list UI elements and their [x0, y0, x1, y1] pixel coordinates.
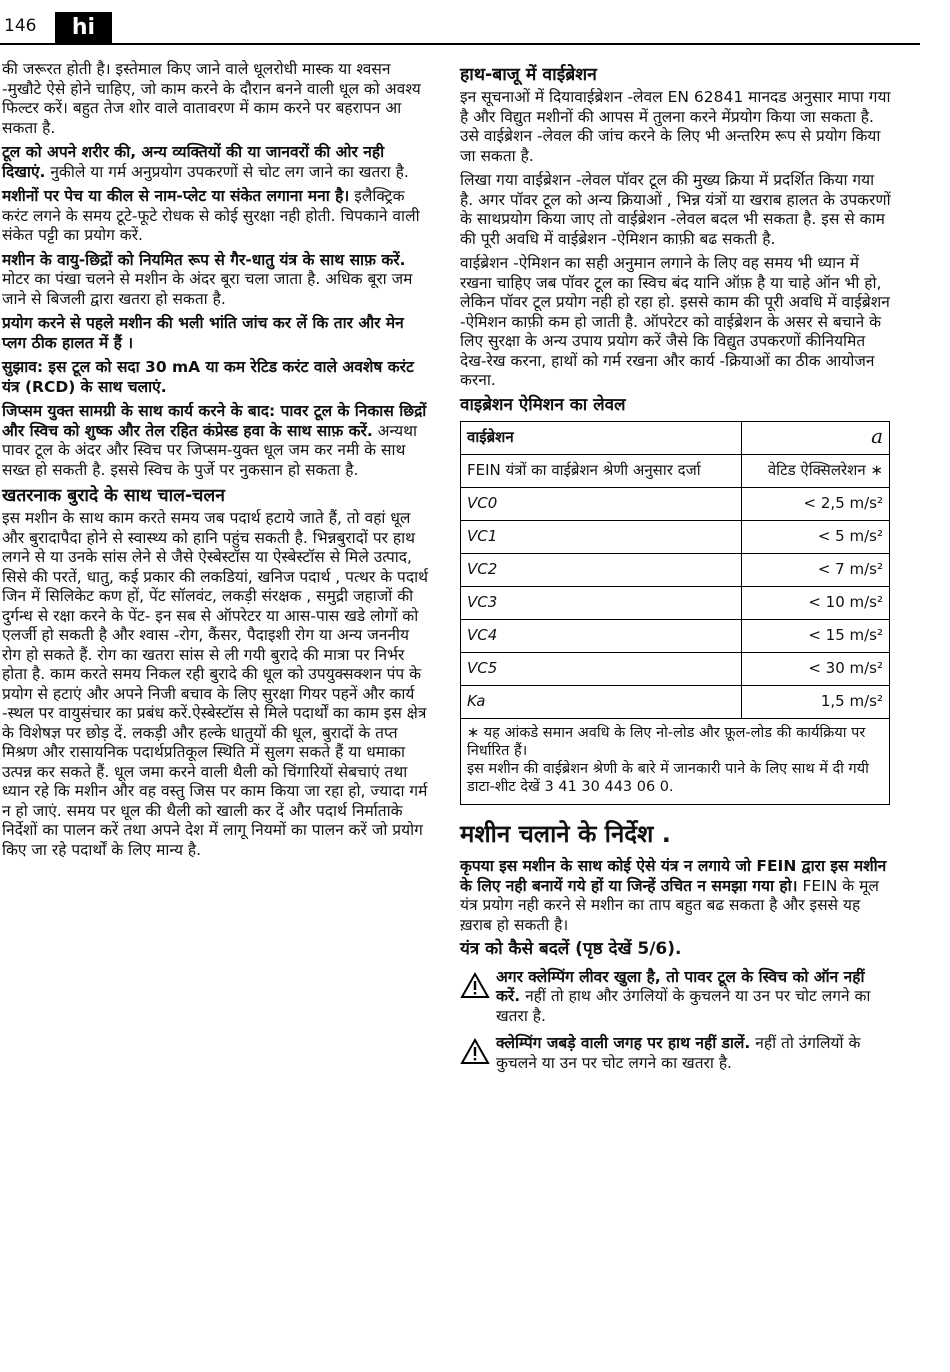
- operating-instructions-heading: मशीन चलाने के निर्देश .: [460, 820, 671, 848]
- header-rule: [0, 43, 920, 45]
- vibration-table: [460, 421, 890, 719]
- bold-lead: मशीन के वायु-छिद्रों को नियमित रूप से गैर-धातु यंत्र के साथ साफ़ करें.: [2, 250, 406, 269]
- paragraph-point-tool: [2, 143, 430, 182]
- table-cell: FEIN यंत्रों का वाईब्रेशन श्रेणी अनुसार दर्जा: [461, 455, 742, 488]
- paragraph-vibration-estimate: वाईब्रेशन -ऐमिशन का सही अनुमान लगाने के लिए वह समय भी ध्यान में रखना चाहिए जब पॉवर टूल का स्विच बंद यानि ऑफ़ है या चाहे ऑन भी हो, लेकिन पॉवर टूल प्रयोग नही हो रहा हो. इससे काम की पूरी अवधि में वाईब्रेशन -ऐमिशन काफ़ी कम हो जाती है. ऑपरेटर को वाईब्रेशन के असर से बचाने के लिए सुरक्षा के अन्य उपाय प्रयोग करें जैसे कि विद्युत उपकरणों कीनियमित देख-रेख करना, हाथों को गर्म रखना और कार्य -क्रियाओं का ठीक आयोजन करना.: [460, 254, 890, 389]
- right-column: [460, 60, 892, 1077]
- paragraph-text: इलैक्ट्रिक करंट लगने के समय टूटे-फूटे रोधक से कोई सुरक्षा नही होती. चिपकाने वाली संकेत पट्टी का प्रयोग करें.: [2, 187, 420, 244]
- language-badge: hi: [55, 12, 112, 43]
- table-cell: VC0: [461, 488, 742, 521]
- warning-clamping-lever: [460, 968, 892, 1027]
- bold-lead: मशीनों पर पेच या कील से नाम-प्लेट या संकेत लगाना मना है।: [2, 187, 350, 205]
- bold-lead: अगर क्लेम्पिंग लीवर खुला है, तो पावर टूल के स्विच को ऑन नहीं करें.: [496, 967, 865, 1005]
- paragraph-text: नुकीले या गर्म अनुप्रयोग उपकरणों से चोट लग जाने का खतरा है.: [45, 162, 409, 181]
- footnote-text: ∗ यह आंकडे समान अवधि के लिए नो-लोड और फ़ूल-लोड की कार्यक्रिया पर निर्धारित हैं।: [467, 725, 866, 759]
- paragraph-text: मोटर का पंखा चलने से मशीन के अंदर बूरा चला जाता है. अधिक बूरा जम जाने से बिजली द्वारा खतरा हो सकता है.: [2, 270, 413, 308]
- table-cell: < 7 m/s²: [742, 554, 890, 587]
- table-row: [461, 653, 890, 686]
- paragraph-gypsum: [2, 402, 430, 480]
- table-cell: VC4: [461, 620, 742, 653]
- table-cell: VC3: [461, 587, 742, 620]
- bold-lead: टूल को अपने शरीर की, अन्य व्यक्तियों की या जानवरों की ओर नही दिखाएं.: [2, 143, 385, 181]
- paragraph-rcd: [2, 358, 430, 397]
- table-cell: VC1: [461, 521, 742, 554]
- table-cell: 1,5 m/s²: [742, 686, 890, 719]
- acceleration-symbol: a: [871, 424, 883, 449]
- table-cell: Ka: [461, 686, 742, 719]
- table-header-cell: वाईब्रेशन: [461, 422, 742, 455]
- paragraph-text: FEIN के मूल यंत्र प्रयोग नही करने से मशीन का ताप बहुत बढ सकता है और इससे यह ख़राब हो सकती है।: [460, 876, 879, 934]
- paragraph-nameplate: [2, 187, 430, 246]
- dust-section-heading: खतरनाक बुरादे के साथ चाल-चलन: [2, 486, 225, 506]
- table-header-row: [461, 422, 890, 455]
- warning-triangle-icon: [460, 972, 496, 1005]
- table-row: [461, 554, 890, 587]
- emission-heading: वाइब्रेशन ऐमिशन का लेवल: [460, 394, 626, 415]
- bold-lead: कृपया इस मशीन के साथ कोई ऐसे यंत्र न लगाये जो FEIN द्वारा इस मशीन के लिए नही बनायें गये हों या जिन्हें उचित न समझा गया हो।: [460, 857, 887, 895]
- paragraph-text: अन्यथा पावर टूल के अंदर और स्विच पर जिप्सम-युक्त धूल जम कर नमी के साथ सख्त हो सकती है. इससे स्विच के पुर्जे पर नुकसान हो सकता है.: [2, 421, 417, 479]
- table-row: [461, 521, 890, 554]
- bold-lead: क्लेम्पिंग जबड़े वाली जगह पर हाथ नहीं डालें.: [496, 1034, 751, 1052]
- left-column: [2, 60, 430, 865]
- warning-text: नहीं तो उंगलियों के कुचलने या उन पर चोट लगने का खतरा है.: [496, 1034, 861, 1072]
- paragraph-dust-mask: की जरूरत होती है। इस्तेमाल किए जाने वाले धूलरोधी मास्क या श्वसन -मुखौटे ऐसे होने चाहिए, जो काम करने के दौरान बनने वाली धूल को अवश्य फिल्टर करें। बहुत तेज शोर वाले वातावरण में काम करने पर बहरापन आ सकता है.: [2, 60, 421, 137]
- bold-lead: प्रयोग करने से पहले मशीन की भली भांति जांच कर लें कि तार और मेन प्लग ठीक हालत में हैं ।: [2, 314, 404, 352]
- table-row: [461, 686, 890, 719]
- table-cell: VC2: [461, 554, 742, 587]
- paragraph-vents: [2, 251, 430, 310]
- paragraph-dust-hazard: इस मशीन के साथ काम करते समय जब पदार्थ हटाये जाते हैं, तो वहां धूल और बुरादापैदा होने से स्वास्थ्य को हानि पहुंच सकती है. भिन्नबुरादों पर हाथ लगने से या उनके सांस लेने से जैसे ऐस्बेस्टॉस या ऐस्बेस्टॉस से मिले उत्पाद, सिसे की परतें, धातु, कई प्रकार की लकडियां, खनिज पदार्थ , पत्थर के पदार्थ जिन में सिलिकेट कण हों, पेंट सॉलवंट, लकड़ी संरक्षक , समुद्री जहाजों की दुर्गन्ध से रक्षा करने के पेंट- इन सब से ऑपरेटर या आस-पास खडे लोगों को एलर्जी हो सकती है और श्वास -रोग, कैंसर, पैदाइशी रोग या अन्य जननीय रोग हो सकते हैं. रोग का खतरा सांस से ली गयी बुरादे की मात्रा पर निर्भर होता है. काम करते समय निकल रही बुरादे की धूल को उपयुक्सक्शन पंप के प्रयोग से हटाएं और अपने निजी बचाव के लिए सुरक्षा गियर पहनें और कार्य -स्थल पर वायुसंचार का प्रबंध करें.ऐस्बेस्टॉस से मिले पदार्थों का काम इस क्षेत्र के विशेषज्ञ पर छोड़ दें. लकड़ी और हल्के धातुयों की धूल, बुरादों के तप्त मिश्रण और रासायनिक पदार्थप्रतिकूल स्थिति में सुलग सकते हैं या धमाका उत्पन्न कर सकते हैं. धूल जमा करने वाली थैली को चिंगारियों सेबचाएं तथा ध्यान रहे कि मशीन और वह वस्तु जिस पर काम किया जा रहा हो, ज्यादा गर्म न हो जाएं. समय पर धूल की थैली को खाली कर दें और पदार्थ निर्माताके निर्देशों का पालन करें तथा अपने देश में लागू नियमों का पालन करें जो प्रयोग किए जा रहे पदार्थों के लिए मान्य है.: [2, 509, 429, 859]
- bold-lead: जिप्सम युक्त सामग्री के साथ कार्य करने के बाद: पावर टूल के निकास छिद्रों और स्विच को शुष्क और तेल रहित कंप्रेस्ड हवा के साथ साफ़ करें.: [2, 402, 427, 440]
- warning-text: नहीं तो हाथ और उंगलियों के कुचलने या उन पर चोट लगने का खतरा है.: [496, 987, 871, 1025]
- table-footnote: [460, 719, 890, 805]
- table-cell: वेटिड ऐक्सिलरेशन ∗: [742, 455, 890, 488]
- bold-lead: सुझाव: इस टूल को सदा 30 mA या कम रेटिड करंट वाले अवशेष करंट यंत्र (RCD) के साथ चलाएं.: [2, 358, 414, 396]
- table-row: [461, 488, 890, 521]
- table-cell: < 15 m/s²: [742, 620, 890, 653]
- warning-clamping-jaws: [460, 1034, 892, 1073]
- table-cell: < 2,5 m/s²: [742, 488, 890, 521]
- table-header-cell: [742, 422, 890, 455]
- table-row: [461, 587, 890, 620]
- table-cell: < 5 m/s²: [742, 521, 890, 554]
- table-cell: VC5: [461, 653, 742, 686]
- page-header: [0, 0, 950, 46]
- paragraph-inspect: [2, 314, 430, 353]
- change-tool-heading: यंत्र को कैसे बदलें (पृष्ठ देखें 5/6).: [460, 939, 682, 959]
- footnote-text: इस मशीन की वाईब्रेशन श्रेणी के बारे में जानकारी पाने के लिए साथ में दी गयी डाटा-शीट देखें 3 41 30 443 06 0.: [467, 761, 869, 795]
- warning-triangle-icon: [460, 1038, 496, 1071]
- paragraph-vibration-level: लिखा गया वाईब्रेशन -लेवल पॉवर टूल की मुख्य क्रिया में प्रदर्शित किया गया है. अगर पॉवर टूल को अन्य क्रियाओं , भिन्न यंत्रों या खराब हालत के उपकरणों के साथप्रयोग किया जाए तो वाईब्रेशन -लेवल बदल भी सकता है. इस से काम की पूरी अवधि में वाईब्रेशन -ऐमिशन काफ़ी बढ सकती है.: [460, 171, 891, 248]
- vibration-section-heading: हाथ-बाजू में वाईब्रेशन: [460, 65, 597, 85]
- table-row: [461, 455, 890, 488]
- paragraph-accessories: [460, 857, 892, 935]
- table-row: [461, 620, 890, 653]
- page-number: 146: [4, 16, 37, 36]
- table-cell: < 30 m/s²: [742, 653, 890, 686]
- paragraph-vibration-standard: इन सूचनाओं में दियावाईब्रेशन -लेवल EN 62841 मानदड अनुसार मापा गया है और विद्युत मशीनों की आपस में तुलना करने मेंप्रयोग किया जा सकता है. उसे वाईब्रेशन -लेवल की जांच करने के लिए भी अन्तरिम रूप से प्रयोग किया जा सकता है.: [460, 88, 891, 165]
- table-cell: < 10 m/s²: [742, 587, 890, 620]
